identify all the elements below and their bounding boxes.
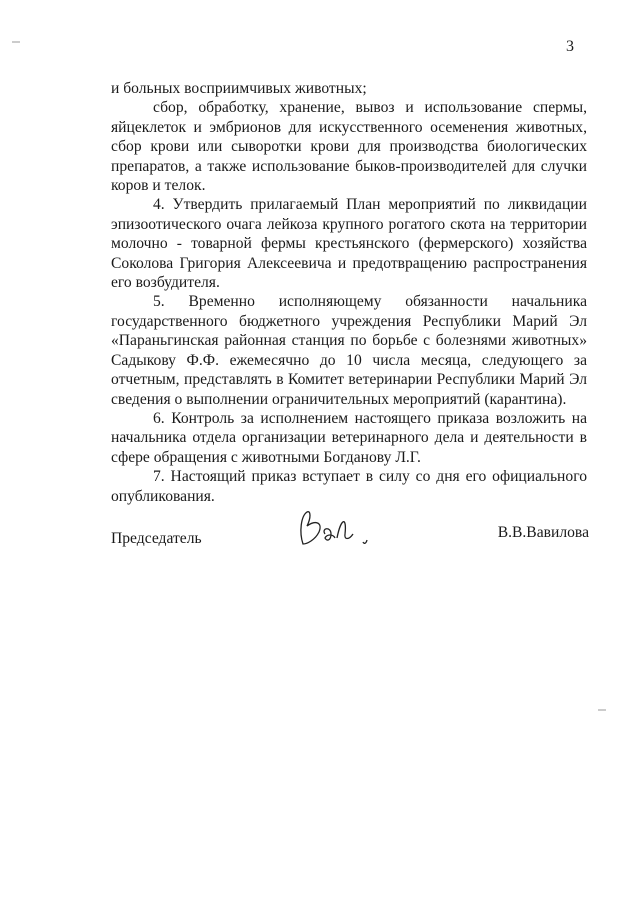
paragraph: и больных восприимчивых животных; <box>111 80 367 97</box>
paragraph: 5. Временно исполняющему обязанности начальника государственного бюджетного учреждения Республики Марий Эл «Параньгинская районная станция по борьбе с болезнями животных» Садыкову Ф.Ф. ежемесячно до 10 числа месяца, следующего за отчетным, представлять в Комитет ветеринарии Республики Марий Эл сведения о выполнении ограничительных мероприятий (карантина). <box>111 293 587 408</box>
document-body <box>111 79 587 506</box>
paragraph: сбор, обработку, хранение, вывоз и использование спермы, яйцеклеток и эмбрионов для искусственного осеменения животных, сбор крови или сыворотки крови для производства биологических препаратов, а также использование быков-производителей для случки коров и телок. <box>111 99 587 195</box>
scan-mark <box>598 708 606 712</box>
paragraph: 4. Утвердить прилагаемый План мероприятий по ликвидации эпизоотического очага лейкоза крупного рогатого скота на территории молочно - товарной фермы крестьянского (фермерского) хозяйства Соколова Григория Алексеевича и предотвращению распространения его возбудителя. <box>111 196 587 292</box>
signer-title: Председатель <box>111 530 202 547</box>
handwritten-signature <box>297 504 377 554</box>
signer-name: В.В.Вавилова <box>497 524 589 541</box>
signature-block <box>111 522 589 562</box>
scan-mark <box>12 40 20 44</box>
page-number: 3 <box>566 38 574 55</box>
paragraph: 6. Контроль за исполнением настоящего приказа возложить на начальника отдела организации ветеринарного дела и деятельности в сфере обращения с животными Богданову Л.Г. <box>111 409 587 466</box>
paragraph: 7. Настоящий приказ вступает в силу со дня его официального опубликования. <box>111 468 587 505</box>
